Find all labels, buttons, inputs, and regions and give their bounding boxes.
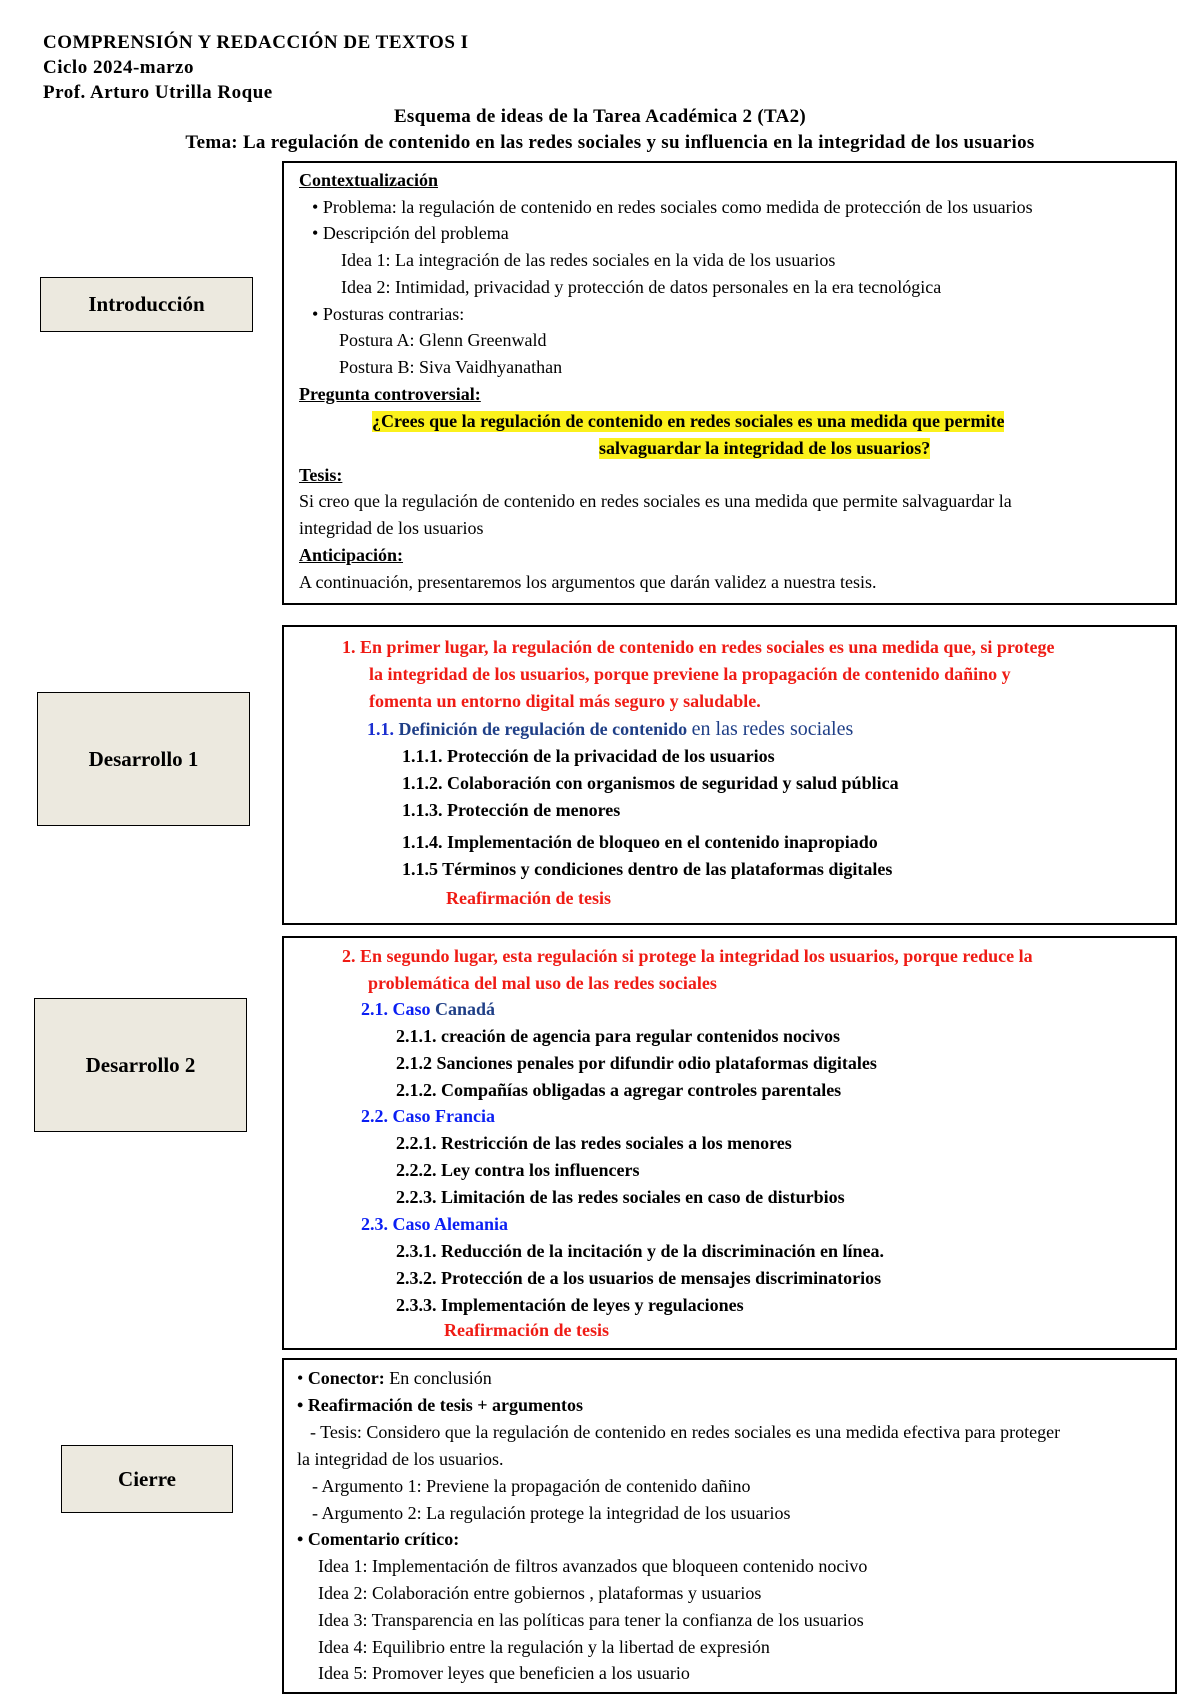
stances-item: • Posturas contrarias:	[312, 304, 465, 324]
dev1-subpoint-text-2: en las redes sociales	[691, 718, 854, 740]
case-canada-name: Canadá	[435, 999, 496, 1019]
closing-idea: Idea 1: Implementación de filtros avanzados que bloqueen contenido nocivo	[318, 1556, 868, 1576]
scheme-title: Esquema de ideas de la Tarea Académica 2 (TA2)	[393, 106, 807, 127]
closing-box	[282, 1358, 1177, 1694]
question-line-1: ¿Crees que la regulación de contenido en redes sociales es una medida que permite	[372, 411, 1005, 431]
dev1-item: 1.1.5 Términos y condiciones dentro de las plataformas digitales	[402, 859, 893, 879]
case-canada-item: 2.1.2 Sanciones penales por difundir odio plataformas digitales	[396, 1053, 877, 1073]
dev1-box	[282, 625, 1177, 925]
case-canada-item: 2.1.1. creación de agencia para regular contenidos nocivos	[396, 1026, 840, 1046]
closing-argument-1: - Argumento 1: Previene la propagación de contenido dañino	[312, 1476, 751, 1496]
case-france-item: 2.2.2. Ley contra los influencers	[396, 1160, 640, 1180]
dev1-argument-line-3: fomenta un entorno digital más seguro y saludable.	[369, 691, 761, 711]
dev1-subpoint-number: 1.1.	[367, 719, 394, 739]
closing-idea: Idea 4: Equilibrio entre la regulación y la libertad de expresión	[318, 1637, 770, 1657]
case-france: 2.2. Caso Francia	[361, 1106, 495, 1126]
dev1-item: 1.1.1. Protección de la privacidad de los usuarios	[402, 746, 775, 766]
dev1-subpoint	[367, 718, 853, 741]
closing-idea: Idea 3: Transparencia en las políticas para tener la confianza de los usuarios	[318, 1610, 864, 1630]
dev1-reaffirm: Reafirmación de tesis	[446, 888, 611, 908]
dev1-item: 1.1.2. Colaboración con organismos de seguridad y salud pública	[402, 773, 899, 793]
stance-b: Postura B: Siva Vaidhyanathan	[339, 357, 563, 377]
closing-label: Cierre	[61, 1445, 233, 1513]
case-canada-number: 2.1. Caso	[361, 999, 431, 1019]
dev1-subpoint-text: Definición de regulación de contenido	[398, 719, 688, 739]
case-canada-item: 2.1.2. Compañías obligadas a agregar controles parentales	[396, 1080, 842, 1100]
connector-heading: Conector:	[307, 1368, 385, 1388]
dev2-argument-line-1: 2. En segundo lugar, esta regulación si protege la integridad los usuarios, porque reduce la	[342, 946, 1033, 966]
case-canada	[361, 999, 495, 1020]
topic: Tema: La regulación de contenido en las redes sociales y su influencia en la integridad de los usuarios	[185, 132, 1035, 153]
case-germany-item: 2.3.1. Reducción de la incitación y de la discriminación en línea.	[396, 1241, 885, 1261]
stances-heading: Posturas contrarias:	[322, 304, 465, 324]
dev2-reaffirm: Reafirmación de tesis	[444, 1320, 609, 1340]
connector-item: • Conector: En conclusión	[297, 1368, 492, 1388]
anticipation-heading: Anticipación:	[299, 545, 404, 565]
course-title: COMPRENSIÓN Y REDACCIÓN DE TEXTOS I	[43, 32, 469, 53]
reaffirm-heading: Reafirmación de tesis + argumentos	[307, 1395, 584, 1415]
idea-2: Idea 2: Intimidad, privacidad y protección de datos personales en la era tecnológica	[341, 277, 942, 297]
case-france-item: 2.2.1. Restricción de las redes sociales a los menores	[396, 1133, 792, 1153]
anticipation-text: A continuación, presentaremos los argumentos que darán validez a nuestra tesis.	[299, 572, 877, 592]
thesis-line-1: Si creo que la regulación de contenido en redes sociales es una medida que permite salvaguardar la	[299, 491, 1012, 511]
description-item: • Descripción del problema	[312, 223, 509, 243]
case-germany: 2.3. Caso Alemania	[361, 1214, 509, 1234]
comment-item: • Comentario crítico:	[297, 1529, 460, 1549]
dev2-label: Desarrollo 2	[34, 998, 247, 1132]
closing-idea: Idea 2: Colaboración entre gobiernos , plataformas y usuarios	[318, 1583, 762, 1603]
connector-text: En conclusión	[389, 1368, 492, 1388]
reaffirm-item: • Reafirmación de tesis + argumentos	[297, 1395, 584, 1415]
dev1-item: 1.1.3. Protección de menores	[402, 800, 621, 820]
closing-argument-2: - Argumento 2: La regulación protege la integridad de los usuarios	[312, 1503, 791, 1523]
context-heading: Contextualización	[299, 170, 438, 190]
comment-heading: Comentario crítico:	[307, 1529, 460, 1549]
cycle: Ciclo 2024-marzo	[43, 57, 194, 78]
thesis-heading: Tesis:	[299, 465, 343, 485]
stance-a: Postura A: Glenn Greenwald	[339, 330, 547, 350]
intro-label: Introducción	[40, 277, 253, 332]
closing-thesis-line-1: - Tesis: Considero que la regulación de contenido en redes sociales es una medida efectiva para proteger	[310, 1422, 1061, 1442]
dev1-argument-line-1: 1. En primer lugar, la regulación de contenido en redes sociales es una medida que, si protege	[342, 637, 1055, 657]
dev1-label: Desarrollo 1	[37, 692, 250, 826]
thesis-line-2: integridad de los usuarios	[299, 518, 484, 538]
dev2-box	[282, 936, 1177, 1350]
problem-text: Problema: la regulación de contenido en redes sociales como medida de protección de los usuarios	[322, 197, 1033, 217]
closing-thesis-line-2: la integridad de los usuarios.	[297, 1449, 504, 1469]
professor: Prof. Arturo Utrilla Roque	[43, 82, 273, 103]
question-heading: Pregunta controversial:	[299, 384, 481, 404]
case-france-item: 2.2.3. Limitación de las redes sociales en caso de disturbios	[396, 1187, 845, 1207]
dev1-item: 1.1.4. Implementación de bloqueo en el contenido inapropiado	[402, 832, 878, 852]
idea-1: Idea 1: La integración de las redes sociales en la vida de los usuarios	[341, 250, 836, 270]
dev2-argument-line-2: problemática del mal uso de las redes sociales	[368, 973, 717, 993]
problem-item: • Problema: la regulación de contenido en redes sociales como medida de protección de los usuarios	[312, 197, 1033, 217]
description-heading: Descripción del problema	[322, 223, 509, 243]
closing-idea: Idea 5: Promover leyes que beneficien a los usuario	[318, 1663, 690, 1683]
dev1-argument-line-2: la integridad de los usuarios, porque previene la propagación de contenido dañino y	[369, 664, 1011, 684]
case-germany-item: 2.3.3. Implementación de leyes y regulaciones	[396, 1295, 744, 1315]
question-line-2: salvaguardar la integridad de los usuarios?	[599, 438, 931, 458]
intro-box	[282, 161, 1177, 605]
case-germany-item: 2.3.2. Protección de a los usuarios de mensajes discriminatorios	[396, 1268, 882, 1288]
